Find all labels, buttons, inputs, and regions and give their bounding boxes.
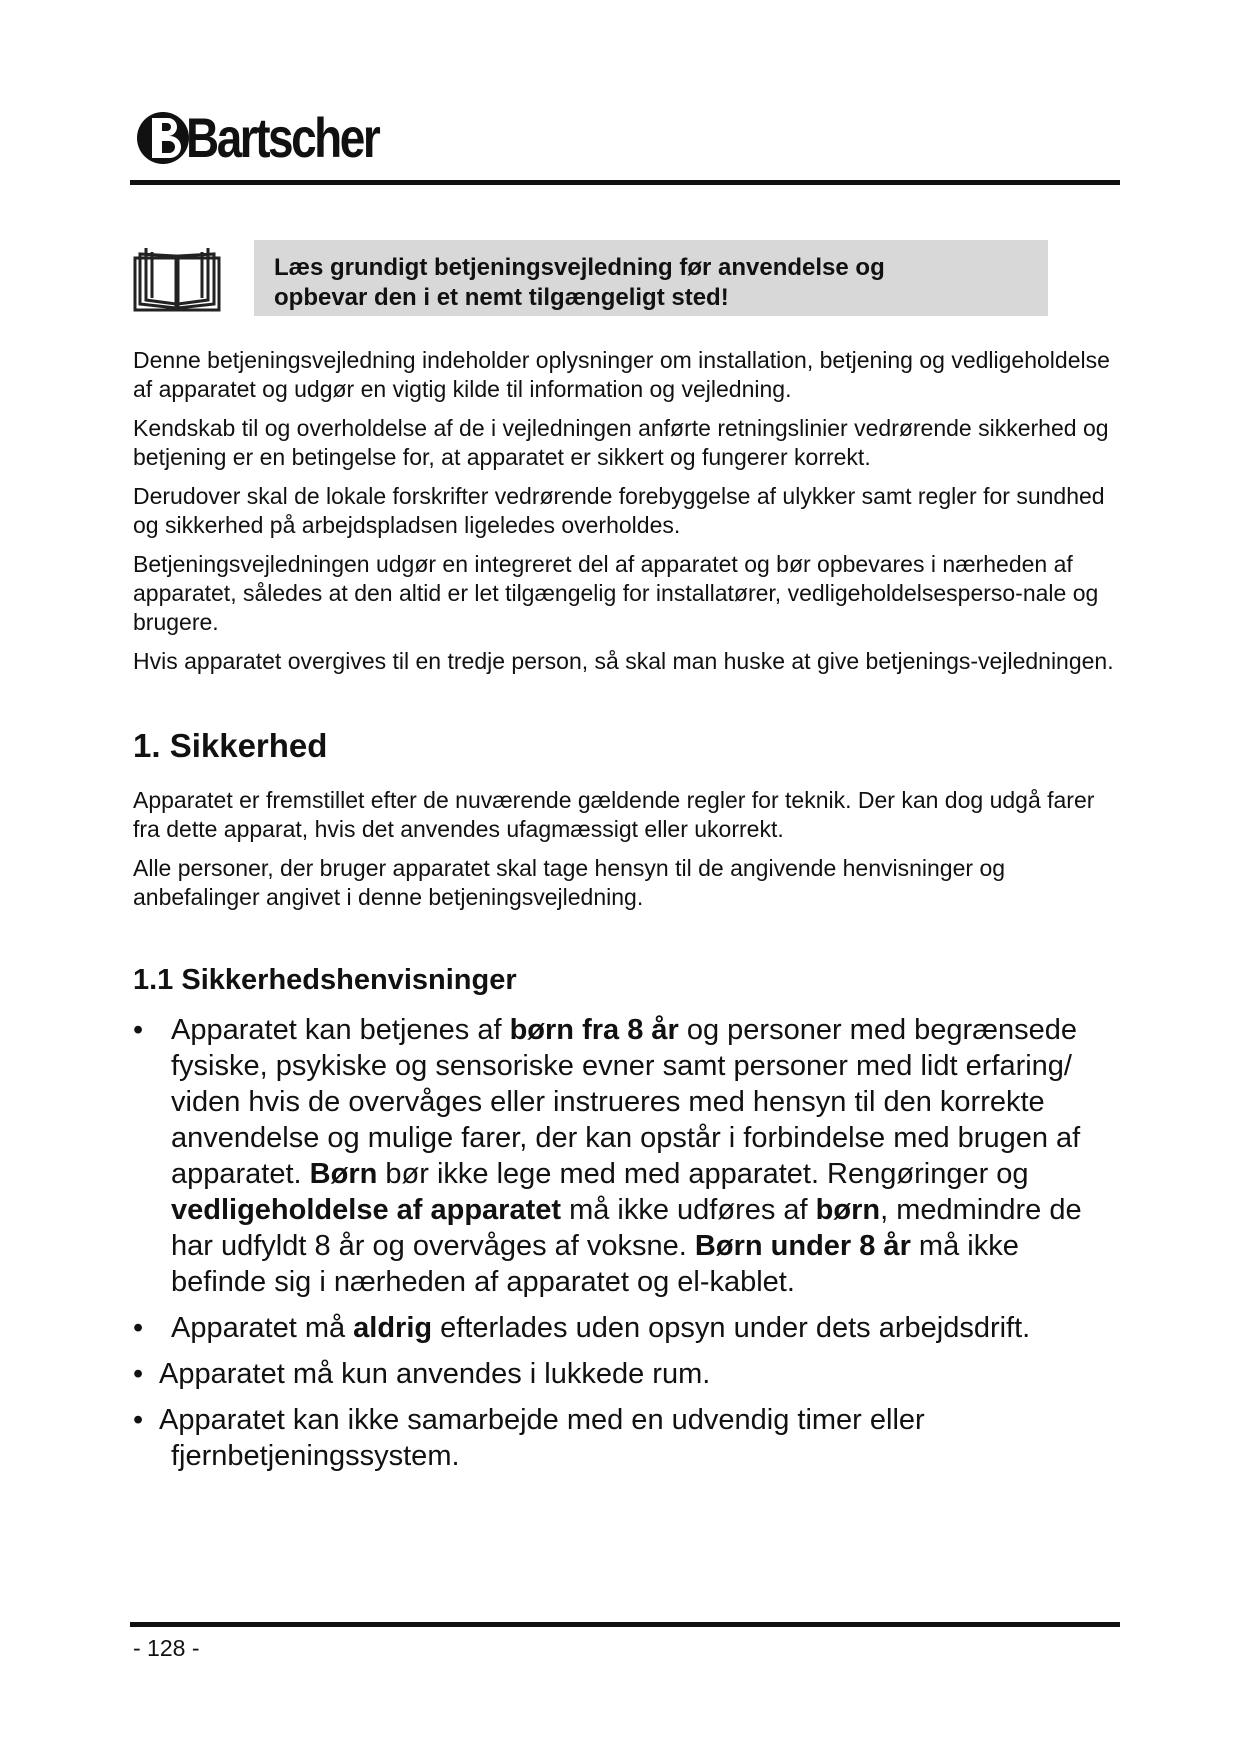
brand-name: Bartscher bbox=[186, 106, 379, 169]
safety-paragraph-1: Apparatet er fremstillet efter de nuværende gældende regler for teknik. Der kan dog udgå farer fra dette apparat, hvis det anvendes ufagmæssigt eller ukorrekt. bbox=[133, 787, 1095, 842]
book-icon bbox=[132, 240, 222, 316]
read-manual-notice bbox=[130, 238, 1120, 338]
brand-logo bbox=[134, 104, 420, 172]
intro-paragraph-3: Derudover skal de lokale forskrifter vedrørende forebyggelse af ulykker samt regler for sundhed og sikkerhed på arbejdspladsen ligeledes overholdes. bbox=[133, 483, 1105, 538]
subsection-heading-safety-notes: 1.1 Sikkerhedshenvisninger bbox=[133, 964, 517, 996]
bullet-icon: • bbox=[133, 1358, 144, 1390]
page-header bbox=[130, 100, 1120, 186]
bartscher-b-icon bbox=[134, 104, 192, 172]
list-item: • Apparatet må aldrig efterlades uden opsyn under dets arbejdsdrift. bbox=[133, 1312, 1031, 1344]
footer-divider bbox=[130, 1622, 1120, 1627]
header-divider bbox=[130, 180, 1120, 185]
section-heading-safety: 1. Sikkerhed bbox=[133, 727, 328, 764]
notice-line-1: Læs grundigt betjeningsvejledning før anvendelse og bbox=[274, 254, 885, 281]
bullet-icon: • bbox=[133, 1404, 144, 1436]
main-content bbox=[133, 346, 1118, 1484]
intro-paragraph-4: Betjeningsvejledningen udgør en integreret del af apparatet og bør opbevares i nærheden af apparatet, således at den altid er let tilgængelig for installatører, vedligeholdelsesperso-nale og brugere. bbox=[133, 551, 1099, 635]
list-item: • Apparatet kan betjenes af børn fra 8 år og personer med begrænsede fysiske, psykiske og sensoriske evner samt personer med lidt erfaring/ viden hvis de overvåges eller instrueres med hensyn til den korrekte anvendelse og mulige farer, der kan opstår i forbindelse med brugen af apparatet. Børn bør ikke lege med med apparatet. Rengøringer og vedligeholdelse af apparatet må ikke udføres af børn, medmindre de har udfyldt 8 år og overvåges af voksne. Børn under 8 år må ikke befinde sig i nærheden af apparatet og el-kablet. bbox=[133, 1014, 1082, 1298]
safety-notes-list bbox=[133, 1012, 1118, 1474]
notice-line-2: opbevar den i et nemt tilgængeligt sted! bbox=[274, 284, 729, 311]
notice-text-box bbox=[254, 240, 1048, 316]
list-item: • Apparatet må kun anvendes i lukkede rum. bbox=[133, 1358, 711, 1390]
bullet-icon: • bbox=[133, 1014, 144, 1046]
safety-paragraph-2: Alle personer, der bruger apparatet skal tage hensyn til de angivende henvisninger og anbefalinger angivet i denne betjeningsvejledning. bbox=[133, 855, 1006, 910]
intro-paragraph-1: Denne betjeningsvejledning indeholder oplysninger om installation, betjening og vedligeholdelse af apparatet og udgør en vigtig kilde til information og vejledning. bbox=[133, 347, 1110, 402]
list-item: • Apparatet kan ikke samarbejde med en udvendig timer eller fjernbetjeningssystem. bbox=[133, 1404, 925, 1472]
intro-paragraph-2: Kendskab til og overholdelse af de i vejledningen anførte retningslinier vedrørende sikkerhed og betjening er en betingelse for, at apparatet er sikkert og fungerer korrekt. bbox=[133, 415, 1109, 470]
bullet-icon: • bbox=[133, 1312, 144, 1344]
page-number: - 128 - bbox=[133, 1635, 200, 1661]
intro-paragraph-5: Hvis apparatet overgives til en tredje person, så skal man huske at give betjenings-vejledningen. bbox=[133, 648, 1114, 674]
